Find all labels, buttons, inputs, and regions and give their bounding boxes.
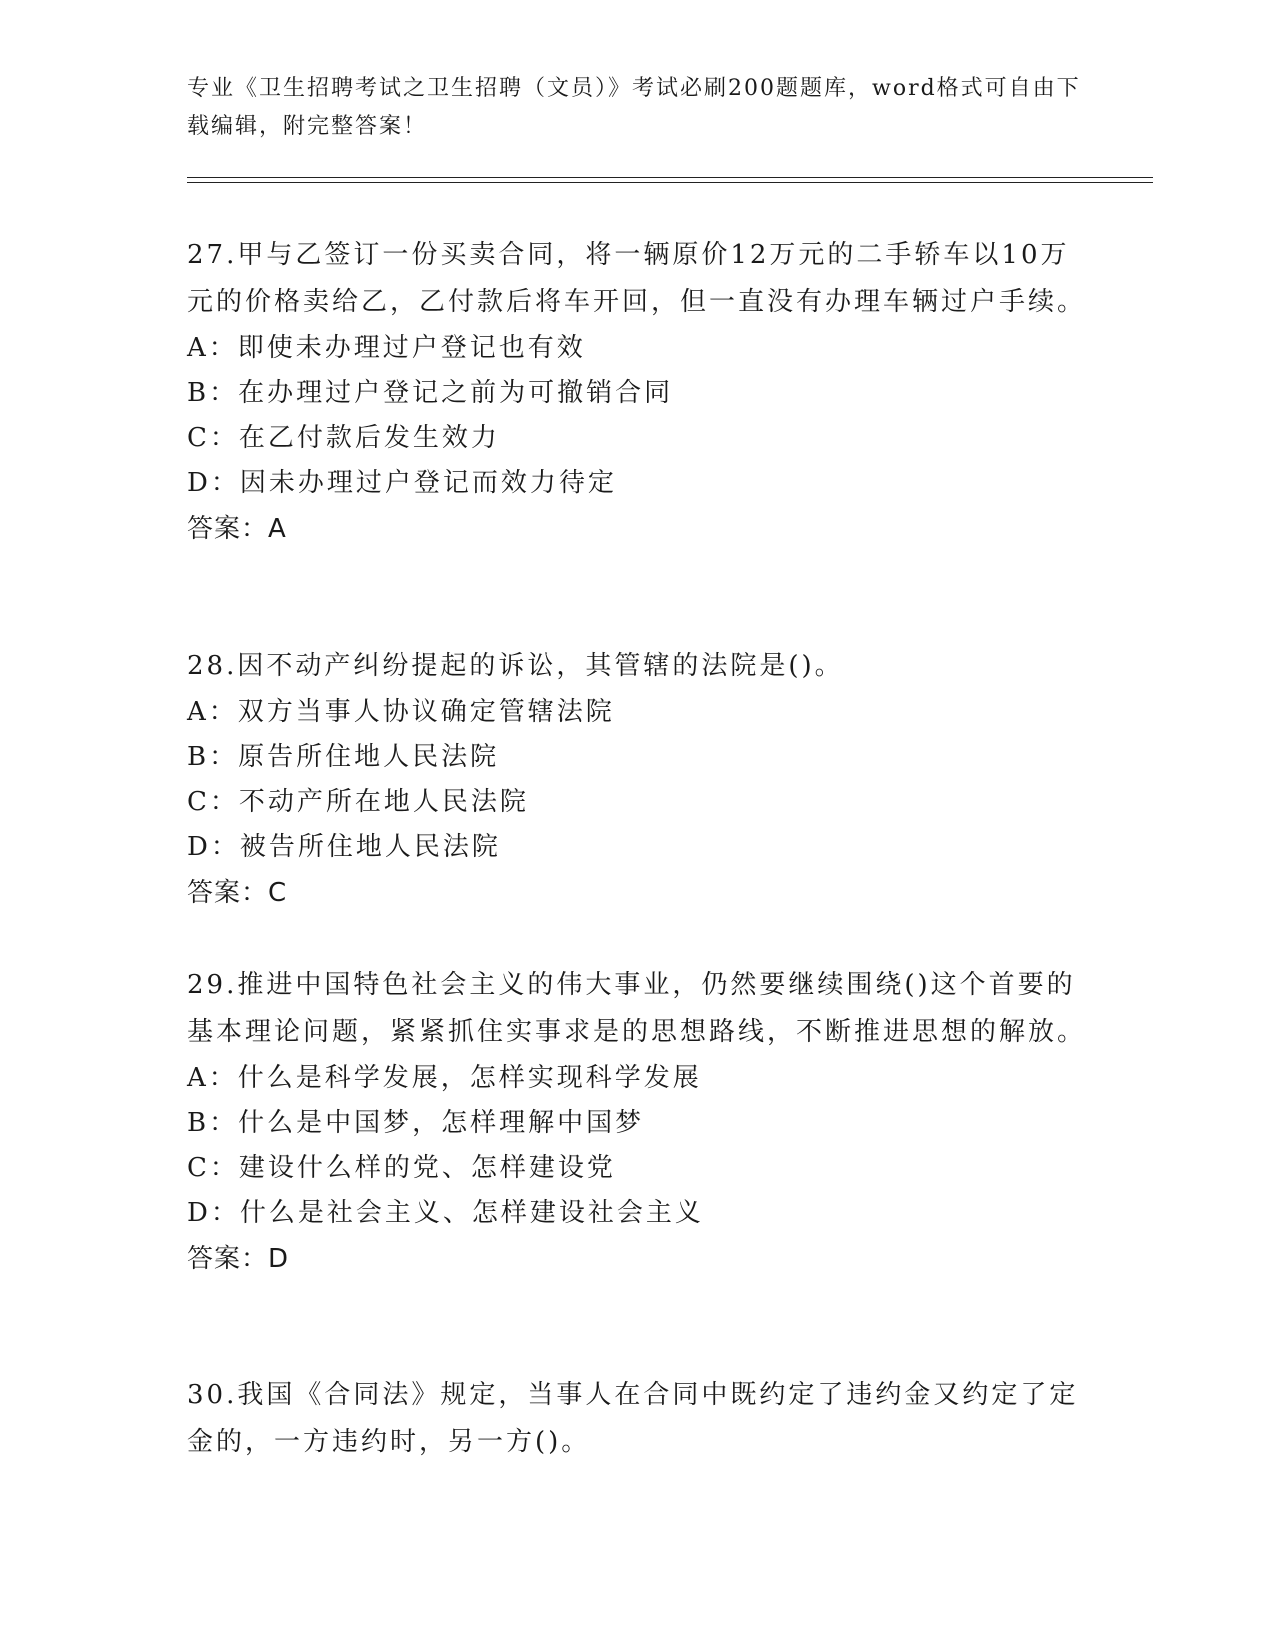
question-28 (187, 643, 1087, 916)
question-29 (187, 962, 1087, 1282)
option-c: C：在乙付款后发生效力 (187, 423, 500, 453)
question-30 (187, 1372, 1087, 1466)
option-d: D：被告所住地人民法院 (187, 832, 501, 862)
document-header: 专业《卫生招聘考试之卫生招聘（文员）》考试必刷200题题库，word格式可自由下载编辑，附完整答案！ (187, 76, 1081, 139)
question-stem: 27.甲与乙签订一份买卖合同，将一辆原价12万元的二手轿车以10万元的价格卖给乙，乙付款后将车开回，但一直没有办理车辆过户手续。 (187, 240, 1087, 317)
option-c: C：建设什么样的党、怎样建设党 (187, 1153, 616, 1183)
question-27 (187, 232, 1087, 552)
question-stem: 29.推进中国特色社会主义的伟大事业，仍然要继续围绕()这个首要的基本理论问题，紧紧抓住实事求是的思想路线，不断推进思想的解放。 (187, 970, 1087, 1047)
option-b: B：原告所住地人民法院 (187, 742, 500, 772)
option-b: B：什么是中国梦，怎样理解中国梦 (187, 1108, 645, 1138)
option-a: A：即使未办理过户登记也有效 (187, 333, 586, 363)
option-a: A：什么是科学发展，怎样实现科学发展 (187, 1063, 702, 1093)
header-divider-top (187, 177, 1153, 178)
answer: 答案：C (187, 878, 288, 908)
option-a: A：双方当事人协议确定管辖法院 (187, 697, 615, 727)
answer: 答案：D (187, 1244, 290, 1274)
option-d: D：因未办理过户登记而效力待定 (187, 468, 617, 498)
question-stem: 28.因不动产纠纷提起的诉讼，其管辖的法院是()。 (187, 651, 844, 681)
question-stem: 30.我国《合同法》规定，当事人在合同中既约定了违约金又约定了定金的，一方违约时，另一方()。 (187, 1380, 1079, 1457)
header-divider-bottom (187, 182, 1153, 183)
option-c: C：不动产所在地人民法院 (187, 787, 529, 817)
option-d: D：什么是社会主义、怎样建设社会主义 (187, 1198, 704, 1228)
option-b: B：在办理过户登记之前为可撤销合同 (187, 378, 674, 408)
answer: 答案：A (187, 514, 287, 544)
